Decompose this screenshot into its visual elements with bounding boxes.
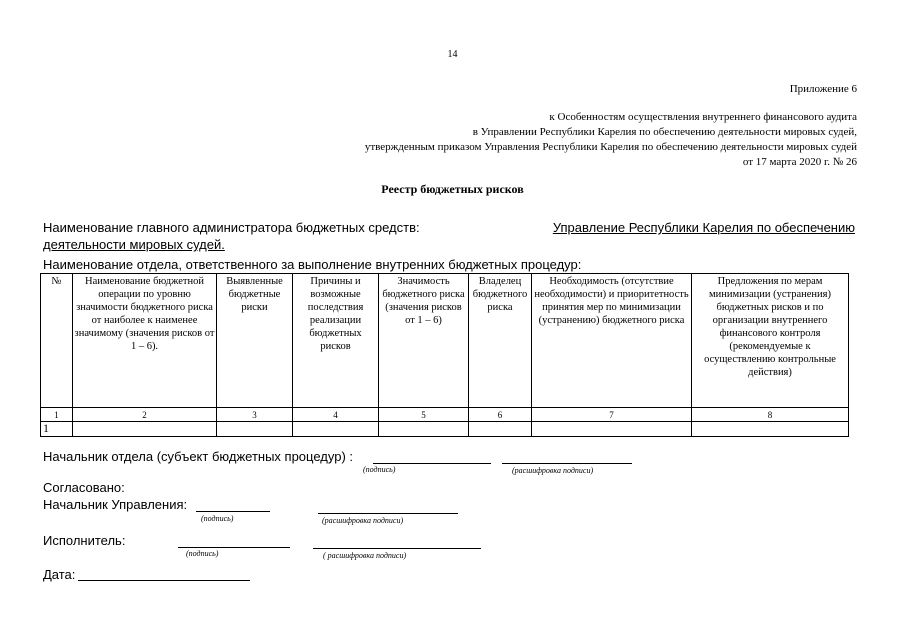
executor-signature-hint: (подпись) <box>186 549 219 558</box>
executor-signature-line[interactable] <box>178 547 290 548</box>
table-row <box>41 422 849 437</box>
head-decoding-hint: (расшифровка подписи) <box>512 466 594 475</box>
head-of-department-label: Начальник отдела (субъект бюджетных процедур) : <box>43 449 354 464</box>
head-signature-line[interactable] <box>373 463 491 464</box>
chief-signature-line[interactable] <box>196 511 270 512</box>
executor-decoding-hint: ( расшифровка подписи) <box>323 551 407 560</box>
column-number: 4 <box>293 408 379 422</box>
admin-value-part2: деятельности мировых судей. <box>43 237 225 252</box>
appendix-line-3: утвержденным приказом Управления Республики Карелия по обеспечению деятельности мировых судей <box>364 141 857 153</box>
appendix-line-4: от 17 марта 2020 г. № 26 <box>742 156 857 168</box>
date-label: Дата: <box>43 567 76 582</box>
agreed-label: Согласовано: <box>43 480 125 495</box>
column-number: 3 <box>217 408 293 422</box>
head-signature-hint: (подпись) <box>363 465 396 474</box>
appendix-title: Приложение 6 <box>789 83 857 95</box>
department-label: Наименование отдела, ответственного за выполнение внутренних бюджетных процедур: <box>43 257 582 272</box>
appendix-line-2: в Управлении Республики Карелия по обеспечению деятельности мировых судей, <box>472 126 857 138</box>
table-header-row <box>41 274 849 408</box>
risk-register-table <box>40 273 849 437</box>
admin-value-part1: Управление Республики Карелия по обеспечению <box>552 220 855 235</box>
column-number-row <box>41 408 849 422</box>
row-number: 1 <box>41 422 73 437</box>
column-number: 8 <box>692 408 849 422</box>
header-cell: Значимость бюджетного риска (значения рисков от 1 – 6) <box>379 274 469 408</box>
document-title: Реестр бюджетных рисков <box>381 182 524 196</box>
chief-signature-hint: (подпись) <box>201 514 234 523</box>
admin-line-1 <box>43 220 855 235</box>
table-cell[interactable] <box>73 422 217 437</box>
table-cell[interactable] <box>692 422 849 437</box>
chief-label: Начальник Управления: <box>43 497 188 512</box>
table-cell[interactable] <box>379 422 469 437</box>
header-cell: Выявленные бюджетные риски <box>217 274 293 408</box>
executor-label: Исполнитель: <box>43 533 126 548</box>
column-number: 1 <box>41 408 73 422</box>
page-number: 14 <box>447 49 458 60</box>
column-number: 6 <box>469 408 532 422</box>
header-cell: Причины и возможные последствия реализации бюджетных рисков <box>293 274 379 408</box>
table-cell[interactable] <box>469 422 532 437</box>
head-decoding-line[interactable] <box>502 463 632 464</box>
table-cell[interactable] <box>217 422 293 437</box>
chief-decoding-line[interactable] <box>318 513 458 514</box>
header-cell: Наименование бюджетной операции по уровню значимости бюджетного риска от наиболее к наименее значимому (значения рисков от 1 – 6). <box>73 274 217 408</box>
table-cell[interactable] <box>293 422 379 437</box>
executor-decoding-line[interactable] <box>313 548 481 549</box>
column-number: 2 <box>73 408 217 422</box>
header-cell: Необходимость (отсутствие необходимости) и приоритетность принятия мер по минимизации (устранению) бюджетного риска <box>532 274 692 408</box>
header-cell: Владелец бюджетного риска <box>469 274 532 408</box>
chief-decoding-hint: (расшифровка подписи) <box>322 516 404 525</box>
header-cell: Предложения по мерам минимизации (устранения) бюджетных рисков и по организации внутреннего финансового контроля (рекомендуемые к осуществлению контрольные действия) <box>692 274 849 408</box>
appendix-line-1: к Особенностям осуществления внутреннего финансового аудита <box>549 111 857 123</box>
header-cell: № <box>41 274 73 408</box>
column-number: 7 <box>532 408 692 422</box>
table-cell[interactable] <box>532 422 692 437</box>
date-line[interactable] <box>78 580 250 581</box>
admin-label: Наименование главного администратора бюджетных средств: <box>43 220 420 235</box>
column-number: 5 <box>379 408 469 422</box>
